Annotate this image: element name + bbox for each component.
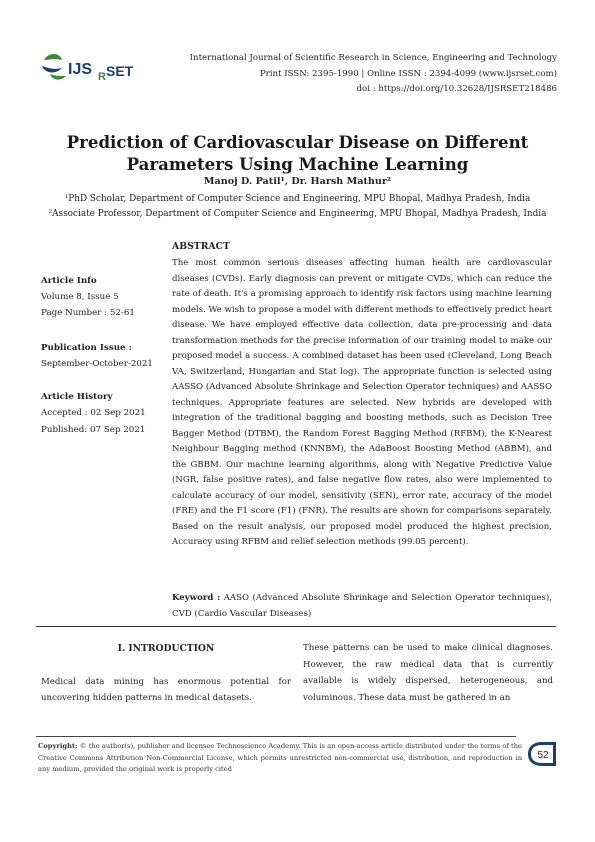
svg-text:SET: SET	[106, 63, 134, 79]
page-number-info: Page Number : 52-61	[41, 308, 135, 318]
keyword-text: AASO (Advanced Absolute Shrinkage and Selection Operator techniques), CVD (Cardio Vascular Diseases)	[172, 593, 552, 619]
journal-header	[187, 51, 557, 98]
article-history-heading: Article History	[41, 392, 113, 402]
journal-name: International Journal of Scientific Research in Science, Engineering and Technology	[189, 53, 557, 63]
issn-line: Print ISSN: 2395-1990 | Online ISSN : 2394-4099 (www.ijsrset.com)	[259, 68, 557, 79]
introduction-heading: I. INTRODUCTION	[117, 643, 215, 654]
journal-logo	[38, 48, 138, 86]
copyright-text: © the author(s), publisher and licensee Technoscience Academy. This is an open-access article distributed under the terms of the Creative Commons Attribution Non-Commercial License, which permits unrestricted non-commercial use, distribution, and reproduction in any medium, provided the original work is properly cited	[38, 742, 522, 773]
page-number: 52	[537, 750, 549, 761]
introduction-column-2: These patterns can be used to make clinical diagnoses. However, the raw medical data that is currently available is widely dispersed, heterogeneous, and voluminous. These data must be gathered in an	[303, 643, 553, 703]
section-divider	[36, 626, 556, 627]
affiliation-2: ²Associate Professor, Department of Computer Science and Engineering, MPU Bhopal, Madhya Pradesh, India	[48, 209, 547, 219]
svg-text:IJS: IJS	[68, 61, 93, 78]
paper-title: Prediction of Cardiovascular Disease on Different Parameters Using Machine Learning	[66, 132, 529, 174]
publication-issue-heading: Publication Issue :	[41, 343, 132, 353]
page-number-badge	[526, 741, 558, 767]
article-info-heading: Article Info	[41, 276, 97, 286]
footer-divider	[36, 736, 516, 737]
paper-authors: Manoj D. Patil¹, Dr. Harsh Mathur²	[203, 176, 392, 187]
publication-issue: September-October-2021	[41, 359, 153, 369]
leaf-icon	[42, 54, 66, 80]
introduction-column-1: Medical data mining has enormous potential for uncovering hidden patterns in medical datasets.	[41, 677, 291, 703]
doi-line: doi : https://doi.org/10.32628/IJSRSET218486	[356, 84, 557, 94]
abstract-text: The most common serious diseases affecting human health are cardiovascular diseases (CVDs). Early diagnosis can prevent or mitigate CVDs, which can reduce the rate of death. It's a promising approach to identify risk factors using machine learning models. We wish to propose a model with different methods to effectively predict heart disease. We have employed effective data collection, data pre-processing and data transformation methods for the precise information of our training model to make our proposed model a success. A combined dataset has been used (Cleveland, Long Beach VA, Switzerland, Hungarian and Stat log). The appropriate function is selected using AASSO (Advanced Absolute Shrinkage and Selection Operator techniques) and AASSO techniques. Appropriate features are selected. New hybrids are developed with integration of the traditional bagging and boosting methods, such as Decision Tree Bagger Method (DTBM), the Random Forest Bagging Method (RFBM), the K-Nearest Neighbour Bagging method (KNNBM), the AdaBoost Boosting Method (ABBM), and the GBBM. Our machine learning algorithms, along with Negative Predictive Value (NGR, false positive rates), and false negative flow rates, also were implemented to calculate accuracy of our model, sensitivity (SEN), error rate, accuracy of the model (FRE) and the F1 score (F1) (FNR). The results are shown for comparisons separately. Based on the result analysis, our proposed model produced the highest precision, Accuracy using RFBM and relief selection methods (99.05 percent).	[172, 258, 552, 547]
keyword-label: Keyword :	[172, 593, 221, 603]
copyright-footer	[38, 741, 522, 776]
copyright-label: Copyright:	[38, 742, 78, 750]
published-date: Published: 07 Sep 2021	[41, 425, 146, 435]
svg-text:R: R	[98, 71, 106, 83]
affiliation-1: ¹PhD Scholar, Department of Computer Science and Engineering, MPU Bhopal, Madhya Pradesh, India	[64, 194, 531, 204]
volume-issue: Volume 8, Issue 5	[41, 292, 119, 302]
accepted-date: Accepted : 02 Sep 2021	[41, 408, 146, 418]
abstract-heading: ABSTRACT	[172, 241, 230, 252]
keywords	[172, 591, 552, 622]
